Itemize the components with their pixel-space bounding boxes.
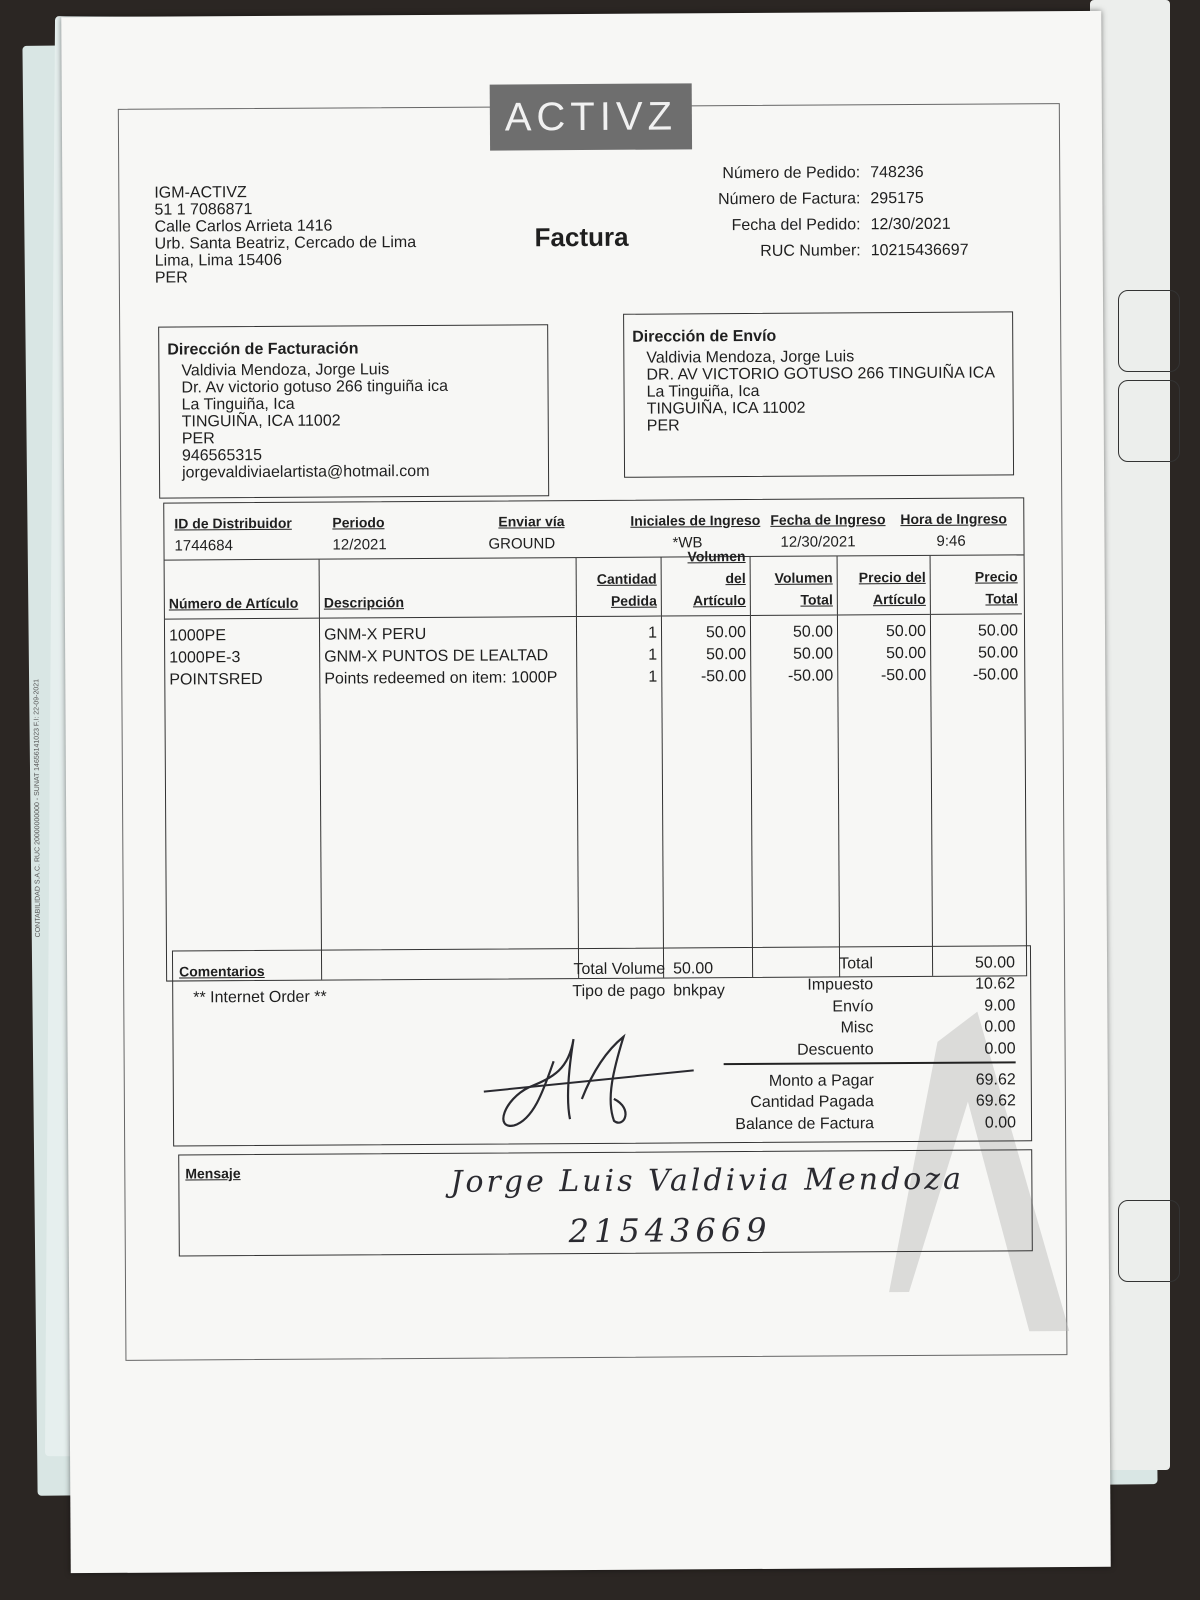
billing-address-box xyxy=(158,324,549,498)
header-qty-1: Cantidad xyxy=(596,570,657,587)
shipping-line: DR. AV VICTORIO GOTUSO 266 TINGUIÑA ICA xyxy=(646,364,996,384)
side-print: CONTABILIDAD S.A.C. RUC 20000000000 - SUNAT 14656141023 F.I: 22-09-2021 xyxy=(33,678,42,938)
cell-volume-total: 50.00 xyxy=(793,645,834,663)
company-city: Lima, Lima 15406 xyxy=(154,251,282,270)
period: 12/2021 xyxy=(332,536,387,554)
company-country: PER xyxy=(154,269,188,287)
shipping-label: Envío xyxy=(832,998,874,1016)
cell-qty: 1 xyxy=(648,646,658,664)
company-address xyxy=(154,183,416,287)
header-pricet-2: Total xyxy=(985,590,1018,607)
billing-line: Valdivia Mendoza, Jorge Luis xyxy=(181,361,390,380)
entry-date-label: Fecha de Ingreso xyxy=(770,511,886,528)
cell-volume-total: -50.00 xyxy=(787,667,834,685)
comments-label: Comentarios xyxy=(179,962,265,980)
billing-line: TINGUIÑA, ICA 11002 xyxy=(181,412,341,431)
handwritten-name: Jorge Luis Valdivia Mendoza xyxy=(450,1161,965,1200)
shipping-line: PER xyxy=(646,417,680,435)
header-price-1: Precio del xyxy=(858,568,926,586)
handwritten-id: 21543669 xyxy=(568,1210,772,1251)
order-meta xyxy=(692,160,969,266)
tax-label: Impuesto xyxy=(807,976,874,995)
amount-due-value: 69.62 xyxy=(975,1071,1016,1089)
activz-logo: ACTIVZ xyxy=(490,83,692,150)
column-article xyxy=(165,560,323,981)
order-number: 748236 xyxy=(870,163,924,182)
ship-via: GROUND xyxy=(488,535,556,553)
balance-value: 0.00 xyxy=(984,1114,1017,1132)
billing-line: La Tinguiña, Ica xyxy=(181,395,295,414)
header-volt-1: Volumen xyxy=(774,569,833,586)
entry-date: 12/30/2021 xyxy=(780,533,856,551)
entry-initials-label: Iniciales de Ingreso xyxy=(630,511,761,529)
discount-label: Descuento xyxy=(797,1040,874,1059)
cell-qty: 1 xyxy=(648,668,658,686)
cell-volume-total: 50.00 xyxy=(792,623,834,641)
document-title: Factura xyxy=(534,221,629,253)
discount-value: 0.00 xyxy=(984,1040,1016,1058)
company-name: IGM-ACTIVZ xyxy=(154,184,247,202)
cell-price-total: 50.00 xyxy=(978,644,1019,662)
ruc-label: RUC Number: xyxy=(760,242,861,260)
company-street: Calle Carlos Arrieta 1416 xyxy=(154,217,333,236)
order-date: 12/30/2021 xyxy=(870,215,951,234)
billing-phone: 946565315 xyxy=(181,446,263,465)
totals-block xyxy=(713,952,1016,1135)
period-label: Periodo xyxy=(332,514,385,531)
misc-value: 0.00 xyxy=(984,1018,1016,1036)
total-label: Total xyxy=(839,955,874,973)
summary-box xyxy=(172,945,1032,1146)
shipping-value: 9.00 xyxy=(984,997,1016,1015)
total-volume-label: Total Volume xyxy=(573,960,666,979)
cell-volume: 50.00 xyxy=(706,646,747,664)
billing-title: Dirección de Facturación xyxy=(167,340,359,359)
company-phone: 51 1 7086871 xyxy=(154,201,253,219)
billing-line: PER xyxy=(181,430,215,448)
tax-value: 10.62 xyxy=(975,975,1016,994)
cell-description: GNM-X PERU xyxy=(323,625,427,644)
comments-text: ** Internet Order ** xyxy=(193,988,327,1007)
distributor-id-label: ID de Distribuidor xyxy=(174,514,292,532)
cell-volume: -50.00 xyxy=(700,668,747,686)
header-vol-2: Artículo xyxy=(692,592,746,609)
column-price-total xyxy=(931,555,1025,976)
amount-paid-value: 69.62 xyxy=(975,1092,1016,1111)
pay-type-label: Tipo de pago xyxy=(572,982,666,1001)
header-article: Número de Artículo xyxy=(168,594,299,612)
shipping-title: Dirección de Envío xyxy=(632,327,777,346)
billing-line: Dr. Av victorio gotuso 266 tinguiña ica xyxy=(181,377,449,397)
cell-description: GNM-X PUNTOS DE LEALTAD xyxy=(324,647,549,666)
cell-article: POINTSRED xyxy=(169,670,263,689)
total-value: 50.00 xyxy=(974,954,1016,972)
payment-info xyxy=(555,958,725,1003)
entry-time-label: Hora de Ingreso xyxy=(900,510,1007,528)
cell-article: 1000PE xyxy=(168,627,227,645)
header-qty-2: Pedida xyxy=(610,592,657,609)
total-volume: 50.00 xyxy=(673,960,714,978)
header-description: Descripción xyxy=(323,594,405,611)
entry-initials: *WB xyxy=(672,534,703,552)
column-description xyxy=(320,558,580,980)
cell-article: 1000PE-3 xyxy=(169,649,241,667)
amount-paid-label: Cantidad Pagada xyxy=(750,1093,874,1112)
cell-description: Points redeemed on item: 1000P xyxy=(324,669,558,688)
misc-label: Misc xyxy=(840,1019,874,1037)
company-district: Urb. Santa Beatriz, Cercado de Lima xyxy=(154,234,417,253)
cell-price: -50.00 xyxy=(880,666,927,685)
column-quantity xyxy=(577,558,665,979)
header-vol-1: Volumen del xyxy=(687,548,746,587)
invoice-paper xyxy=(33,11,1110,1573)
column-price xyxy=(838,556,934,977)
shipping-line: TINGUIÑA, ICA 11002 xyxy=(646,399,806,418)
ruc-number: 10215436697 xyxy=(870,241,969,260)
totals-divider xyxy=(724,1061,1016,1065)
shipping-line: La Tinguiña, Ica xyxy=(646,382,760,401)
order-info-row xyxy=(164,498,1023,560)
amount-due-label: Monto a Pagar xyxy=(768,1072,874,1090)
distributor-id: 1744684 xyxy=(174,537,233,555)
header-price-2: Artículo xyxy=(872,590,926,608)
cell-qty: 1 xyxy=(648,624,658,642)
invoice-number-label: Número de Factura: xyxy=(718,190,861,209)
shipping-address-box xyxy=(623,311,1014,477)
cell-volume: 50.00 xyxy=(705,624,747,642)
items-grid xyxy=(165,548,1027,980)
column-volume-total xyxy=(751,556,841,977)
pay-type: bnkpay xyxy=(673,982,725,1000)
cell-price: 50.00 xyxy=(886,644,927,663)
cell-price-total: 50.00 xyxy=(977,622,1019,640)
cell-price: 50.00 xyxy=(885,622,927,641)
header-volt-2: Total xyxy=(800,591,833,608)
signature xyxy=(473,1028,714,1139)
message-label: Mensaje xyxy=(185,1165,241,1182)
shipping-line: Valdivia Mendoza, Jorge Luis xyxy=(646,348,855,367)
cell-price-total: -50.00 xyxy=(972,666,1019,684)
balance-label: Balance de Factura xyxy=(735,1115,875,1133)
invoice-number: 295175 xyxy=(870,189,924,208)
billing-email: jorgevaldiviaelartista@hotmail.com xyxy=(181,462,430,482)
ship-via-label: Enviar vía xyxy=(498,513,565,530)
order-table xyxy=(163,497,1027,981)
header-pricet-1: Precio xyxy=(974,568,1018,585)
entry-time: 9:46 xyxy=(936,532,966,550)
order-date-label: Fecha del Pedido: xyxy=(731,216,861,235)
order-number-label: Número de Pedido: xyxy=(722,164,861,183)
column-volume xyxy=(662,548,754,978)
